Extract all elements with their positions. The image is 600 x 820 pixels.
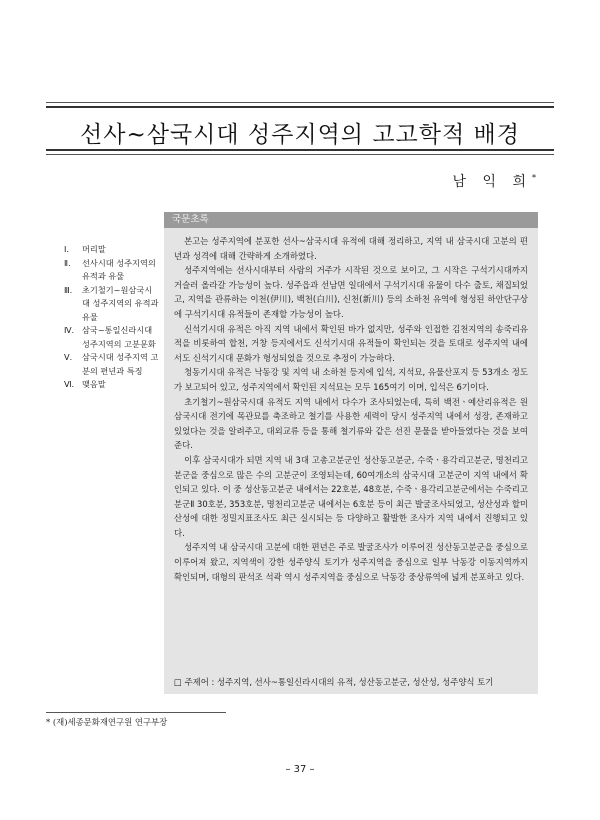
toc-number: Ⅱ. [64,257,71,268]
abstract-paragraph: 본고는 성주지역에 분포한 선사~삼국시대 유적에 대해 정리하고, 지역 내 삼국시대 고분의 편년과 성격에 대해 간략하게 소개하였다. [174,236,528,261]
bottom-rule-thin [46,154,554,155]
toc-item[interactable] [64,324,160,351]
toc-item[interactable] [64,284,160,325]
toc-label: 삼국~통일신라시대 성주지역의 고분문화 [82,325,156,349]
author-footnote-mark: * [532,173,536,183]
toc-item[interactable] [64,351,160,378]
abstract-paragraph: 성주지역에는 선사시대부터 사람의 거주가 시작된 것으로 보이고, 그 시작은 구석기시대까지 거슬러 올라갈 가능성이 높다. 성주읍과 선남면 일대에서 구석기시대 유물이 다수 출토, 채집되었고, 지역을 관류하는 이천(伊川), 백천(白川), 신천(新川) 등의 소하천 유역에 형성된 하안단구상에 구석기시대 유적들이 존재할 가능성이 높다. [174,265,528,319]
footnote-rule [46,712,226,713]
bottom-rule-thick [46,149,554,151]
author-name-text: 남 익 희 [452,174,532,190]
page-number: – 37 – [285,764,315,775]
toc-label: 맺음말 [82,379,106,389]
toc-item[interactable] [64,378,160,392]
toc-number: Ⅵ. [64,379,75,389]
abstract-paragraph: 초기철기~원삼국시대 유적도 지역 내에서 다수가 조사되었는데, 특히 백전ㆍ예산리유적은 원삼국시대 전기에 목관묘를 축조하고 철기를 사용한 세력이 당시 성주지역 내에서 성장, 존재하고 있었다는 것을 알려주고, 대외교류 등을 통해 철기류와 같은 선진 문물을 받아들였다는 것을 보여준다. [174,396,528,451]
author-affiliation-footnote: * (재)세종문화재연구원 연구부장 [46,717,168,727]
toc-item[interactable] [64,257,160,284]
abstract-body [164,228,538,584]
abstract-paragraph: 청동기시대 유적은 낙동강 및 지역 내 소하천 등지에 입석, 지석묘, 유물산포지 등 53개소 정도가 보고되어 있고, 성주지역에서 확인된 지석묘는 모두 165여기 이며, 입석은 6기이다. [174,367,528,392]
top-rule-thick [46,106,554,108]
table-of-contents [64,243,160,392]
author-name [453,171,536,191]
abstract-box [164,212,538,694]
toc-label: 선사시대 성주지역의 유적과 유물 [82,257,156,281]
toc-number: Ⅳ. [64,325,75,335]
toc-item[interactable] [64,243,160,257]
toc-label: 머리말 [82,244,106,254]
toc-number: Ⅲ. [64,284,73,295]
toc-number: Ⅴ. [64,352,73,362]
toc-label: 삼국시대 성주지역 고분의 편년과 특징 [82,352,159,376]
top-rule-thin [46,102,554,103]
page-title: 선사~삼국시대 성주지역의 고고학적 배경 [80,122,520,148]
keywords-line: □ 주제어 : 성주지역, 선사~통일신라시대의 유적, 성산동고분군, 성산성, 성주양식 토기 [174,677,494,687]
toc-label: 초기철기~원삼국시대 성주지역의 유적과 유물 [82,284,159,322]
abstract-paragraph: 신석기시대 유적은 아직 지역 내에서 확인된 바가 없지만, 성주와 인접한 김천지역의 송죽리유적을 비롯하여 합천, 거창 등지에서도 신석기시대 유적들이 확인되는 것을 토대로 성주지역 내에서도 신석기시대 문화가 형성되었을 것으로 추정이 가능하다. [174,323,528,363]
abstract-heading: 국문초록 [164,212,538,228]
abstract-paragraph: 성주지역 내 삼국시대 고분에 대한 편년은 주로 발굴조사가 이루어진 성산동고분군을 중심으로 이루어져 왔고, 지역색이 강한 성주양식 토기가 성주지역을 중심으로 일부 낙동강 이동지역까지 확인되며, 대형의 판석조 석곽 역시 성주지역을 중심으로 낙동강 중상류역에 넓게 분포하고 있다. [174,542,528,582]
abstract-paragraph: 이후 삼국시대가 되면 지역 내 3대 고총고분군인 성산동고분군, 수죽ㆍ용각리고분군, 명천리고분군을 중심으로 많은 수의 고분군이 조영되는데, 60여개소의 삼국시대 고분군이 지역 내에서 확인되고 있다. 이 중 성산동고분군 내에서는 22호분, 48호분, 수죽ㆍ용각리고분군에서는 수죽리고분군Ⅱ 30호분, 353호분, 명천리고분군 내에서는 6호분 등이 최근 발굴조사되었고, 성산성과 할미산성에 대한 정밀지표조사도 최근 실시되는 등 다양하고 활발한 조사가 지역 내에서 진행되고 있다. [174,454,528,538]
toc-number: Ⅰ. [64,244,70,254]
